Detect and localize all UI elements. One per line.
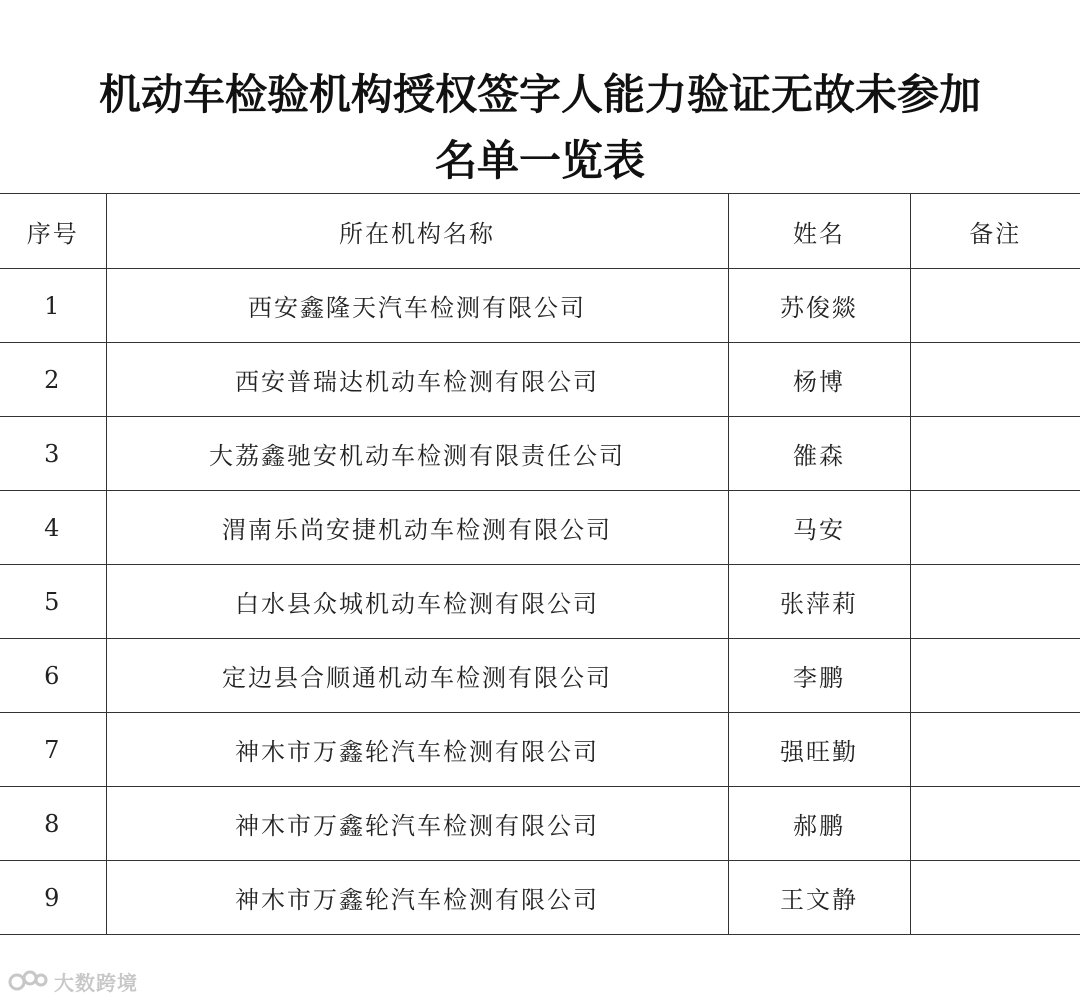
cell-name: 李鹏 [728,639,910,713]
cell-serial-number: 9 [0,861,106,935]
cell-serial-number: 8 [0,787,106,861]
table-header-row [0,194,1080,269]
cell-serial-number: 4 [0,491,106,565]
cell-remarks [910,269,1080,343]
page-title-line-1: 机动车检验机构授权签字人能力验证无故未参加 [98,70,981,119]
table-row [0,861,1080,935]
cell-serial-number: 5 [0,565,106,639]
header-organization: 所在机构名称 [106,194,728,269]
cell-organization: 渭南乐尚安捷机动车检测有限公司 [106,491,728,565]
cell-serial-number: 2 [0,343,106,417]
cell-name: 雒森 [728,417,910,491]
cell-remarks [910,565,1080,639]
cell-name: 王文静 [728,861,910,935]
cell-name: 杨博 [728,343,910,417]
table-row [0,491,1080,565]
cell-organization: 神木市万鑫轮汽车检测有限公司 [106,713,728,787]
cell-organization: 大荔鑫驰安机动车检测有限责任公司 [106,417,728,491]
cell-serial-number: 7 [0,713,106,787]
cell-organization: 白水县众城机动车检测有限公司 [106,565,728,639]
cell-serial-number: 3 [0,417,106,491]
table-row [0,787,1080,861]
table-row [0,417,1080,491]
cell-remarks [910,861,1080,935]
table-row [0,565,1080,639]
table-row [0,269,1080,343]
cell-remarks [910,639,1080,713]
cell-remarks [910,417,1080,491]
header-serial-number: 序号 [0,194,106,269]
cell-organization: 西安普瑞达机动车检测有限公司 [106,343,728,417]
page-title-line-2: 名单一览表 [434,136,645,185]
cell-organization: 西安鑫隆天汽车检测有限公司 [106,269,728,343]
cell-organization: 神木市万鑫轮汽车检测有限公司 [106,861,728,935]
cell-serial-number: 6 [0,639,106,713]
brand-logo-icon [8,968,48,994]
cell-organization: 神木市万鑫轮汽车检测有限公司 [106,787,728,861]
cell-remarks [910,787,1080,861]
cell-name: 郝鹏 [728,787,910,861]
page-title [0,62,1080,194]
table-row [0,639,1080,713]
table-row [0,713,1080,787]
roster-table [0,193,1080,935]
cell-name: 马安 [728,491,910,565]
cell-name: 张萍莉 [728,565,910,639]
table-row [0,343,1080,417]
header-name: 姓名 [728,194,910,269]
cell-organization: 定边县合顺通机动车检测有限公司 [106,639,728,713]
cell-serial-number: 1 [0,269,106,343]
watermark [8,966,138,996]
header-remarks: 备注 [910,194,1080,269]
cell-name: 苏俊燚 [728,269,910,343]
watermark-text: 大数跨境 [54,970,138,995]
cell-name: 强旺勤 [728,713,910,787]
cell-remarks [910,491,1080,565]
cell-remarks [910,713,1080,787]
cell-remarks [910,343,1080,417]
